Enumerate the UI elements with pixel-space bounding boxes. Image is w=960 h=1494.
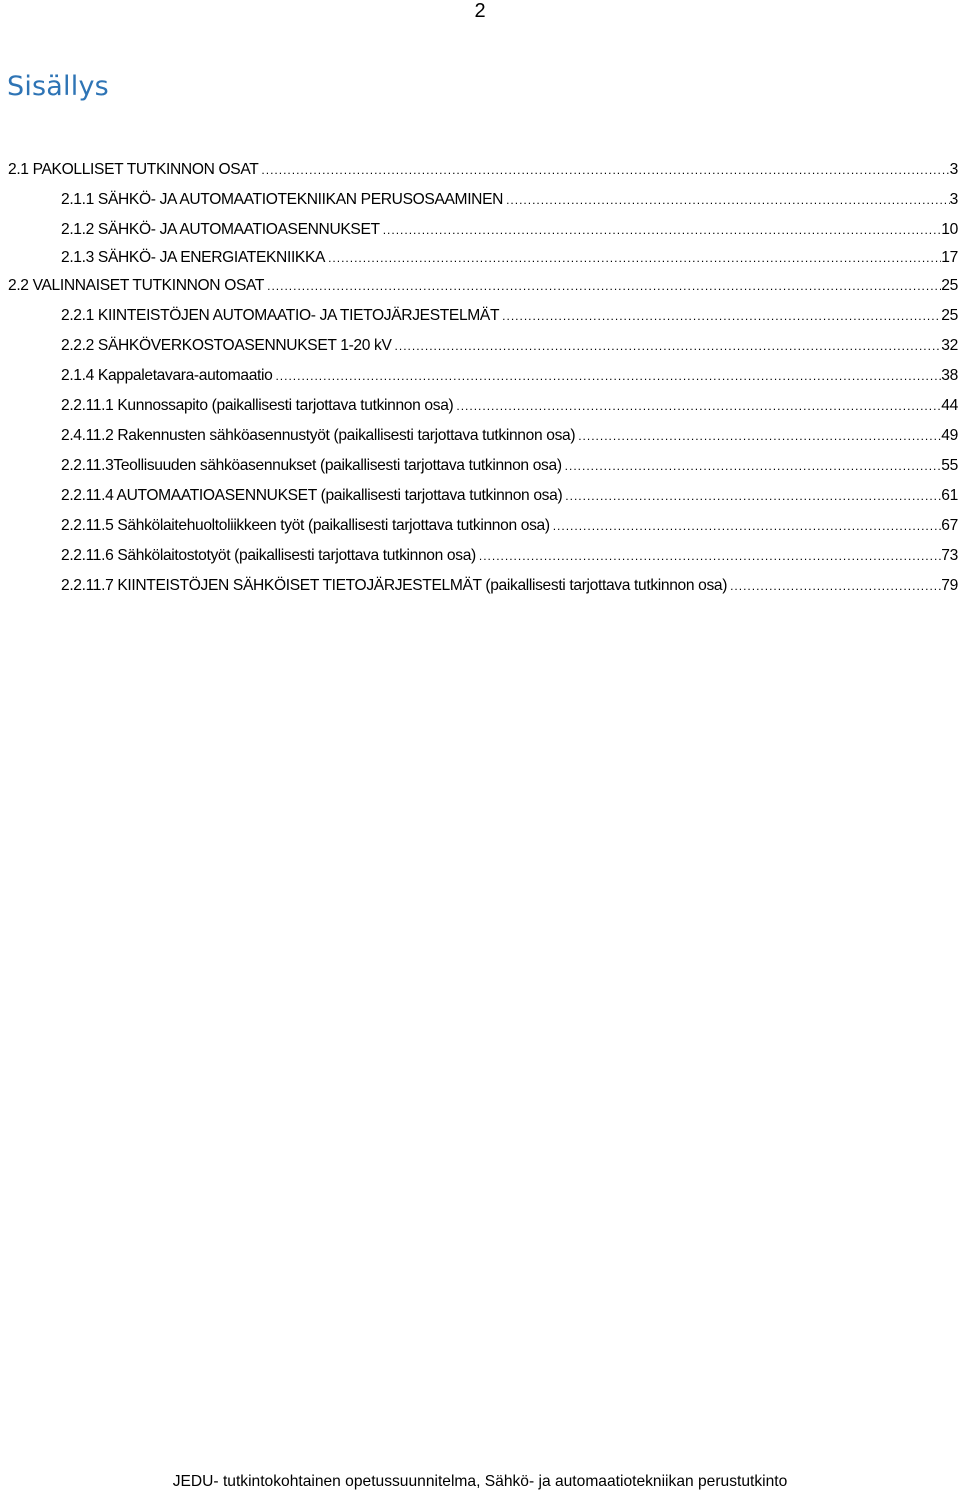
toc-entry-label: 2.1.4 Kappaletavara-automaatio	[61, 367, 273, 384]
toc-entry[interactable]	[61, 481, 958, 511]
toc-entry[interactable]	[61, 243, 958, 273]
toc-dot-leader	[575, 421, 941, 451]
toc-dot-leader	[550, 511, 942, 541]
toc-dot-leader	[499, 301, 941, 331]
toc-entry-page: 79	[941, 577, 958, 594]
toc-entry[interactable]	[61, 511, 958, 541]
toc-entry-page: 10	[941, 221, 958, 238]
toc-entry-label: 2.2.11.4 AUTOMAATIOASENNUKSET (paikallisesti tarjottava tutkinnon osa)	[61, 487, 563, 504]
toc-dot-leader	[325, 243, 941, 273]
toc-dot-leader	[264, 271, 941, 301]
toc-entry-page: 49	[941, 427, 958, 444]
toc-dot-leader	[503, 185, 950, 215]
toc-entry[interactable]	[61, 541, 958, 571]
toc-entry-page: 44	[941, 397, 958, 414]
toc-entry-page: 25	[941, 307, 958, 324]
toc-entry[interactable]	[61, 361, 958, 391]
toc-entry-page: 73	[941, 547, 958, 564]
toc-entry-page: 25	[941, 277, 958, 294]
toc-dot-leader	[562, 451, 942, 481]
toc-entry[interactable]	[61, 331, 958, 361]
toc-entry-label: 2.1 PAKOLLISET TUTKINNON OSAT	[8, 161, 259, 178]
toc-entry-page: 61	[941, 487, 958, 504]
toc-entry-label: 2.1.3 SÄHKÖ- JA ENERGIATEKNIIKKA	[61, 249, 326, 266]
toc-entry-label: 2.1.2 SÄHKÖ- JA AUTOMAATIOASENNUKSET	[61, 221, 380, 238]
toc-title: Sisällys	[7, 71, 109, 102]
toc-entry-label: 2.2 VALINNAISET TUTKINNON OSAT	[8, 277, 265, 294]
toc-entry-label: 2.4.11.2 Rakennusten sähköasennustyöt (paikallisesti tarjottava tutkinnon osa)	[61, 427, 576, 444]
toc-entry-page: 38	[941, 367, 958, 384]
toc-entry[interactable]	[61, 301, 958, 331]
toc-entry-page: 32	[941, 337, 958, 354]
page-number: 2	[474, 0, 486, 22]
toc-dot-leader	[380, 215, 942, 245]
toc-entry[interactable]	[61, 571, 958, 601]
document-footer: JEDU- tutkintokohtainen opetussuunnitelma, Sähkö- ja automaatiotekniikan perustutkinto	[172, 1473, 788, 1490]
toc-entry-page: 67	[941, 517, 958, 534]
toc-dot-leader	[453, 391, 941, 421]
toc-entry-label: 2.2.11.3Teollisuuden sähköasennukset (paikallisesti tarjottava tutkinnon osa)	[61, 457, 562, 474]
toc-dot-leader	[392, 331, 942, 361]
toc-entry-page: 3	[949, 161, 958, 178]
toc-entry[interactable]	[8, 271, 958, 301]
toc-entry[interactable]	[61, 185, 958, 215]
toc-dot-leader	[476, 541, 941, 571]
toc-entry-label: 2.2.1 KIINTEISTÖJEN AUTOMAATIO- JA TIETOJÄRJESTELMÄT	[61, 307, 500, 324]
toc-entry-label: 2.2.11.5 Sähkölaitehuoltoliikkeen työt (paikallisesti tarjottava tutkinnon osa)	[61, 517, 550, 534]
toc-entry[interactable]	[61, 451, 958, 481]
toc-entry-page: 3	[949, 191, 958, 208]
toc-entry[interactable]	[61, 421, 958, 451]
toc-entry-label: 2.2.11.1 Kunnossapito (paikallisesti tarjottava tutkinnon osa)	[61, 397, 454, 414]
toc-dot-leader	[272, 361, 941, 391]
toc-entry-label: 2.2.2 SÄHKÖVERKOSTOASENNUKSET 1-20 kV	[61, 337, 392, 354]
toc-dot-leader	[727, 571, 941, 601]
toc-entry-page: 55	[941, 457, 958, 474]
toc-entry[interactable]	[8, 155, 958, 185]
toc-entry-page: 17	[941, 249, 958, 266]
toc-entry[interactable]	[61, 391, 958, 421]
toc-entry-label: 2.2.11.7 KIINTEISTÖJEN SÄHKÖISET TIETOJÄRJESTELMÄT (paikallisesti tarjottava tutkinnon osa)	[61, 577, 728, 594]
toc-dot-leader	[258, 155, 949, 185]
toc-dot-leader	[562, 481, 941, 511]
toc-entry[interactable]	[61, 215, 958, 245]
toc-entry-label: 2.2.11.6 Sähkölaitostotyöt (paikallisesti tarjottava tutkinnon osa)	[61, 547, 476, 564]
toc-entry-label: 2.1.1 SÄHKÖ- JA AUTOMAATIOTEKNIIKAN PERUSOSAAMINEN	[61, 191, 504, 208]
